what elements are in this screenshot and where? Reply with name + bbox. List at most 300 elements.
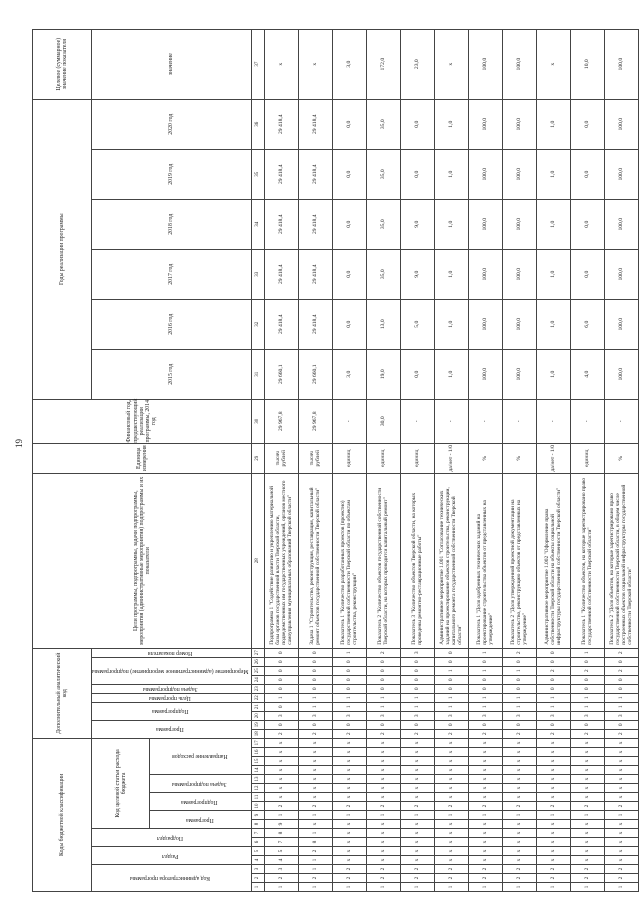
code-cell: 0 (604, 684, 638, 693)
target-value-header: значение (92, 29, 252, 99)
code-cell: 0 (536, 720, 570, 729)
code-cell: x (502, 757, 536, 766)
year-value-cell: 9,0 (400, 199, 434, 249)
code-cell: 1 (570, 811, 604, 820)
code-cell: 0 (434, 648, 468, 657)
year-value-cell: 29 418,4 (298, 99, 332, 149)
code-cell: x (536, 847, 570, 856)
year-value-cell: 0,0 (570, 199, 604, 249)
year-value-cell: 3,0 (332, 349, 366, 399)
table-row (264, 29, 298, 891)
code-cell: x (298, 766, 332, 775)
year-value-cell: 35,0 (366, 149, 400, 199)
code-cell: 0 (332, 720, 366, 729)
row-name-cell: Административное мероприятие 1.001 "Согласование технических заданий на проектирование объектов строительства, реконструкции, капитального ремонта государственной собственности Тверской области" (434, 473, 468, 648)
year-2016-header: 2016 год (92, 299, 252, 349)
code-cell: 2 (264, 729, 298, 738)
code-cell: x (604, 766, 638, 775)
tg-direction-header: Направление расходов (150, 738, 251, 774)
target-value-cell: x (298, 29, 332, 99)
code-cell: x (468, 757, 502, 766)
code-cell: x (434, 847, 468, 856)
column-number-cell: 20 (251, 711, 264, 720)
column-number-cell: 37 (251, 29, 264, 99)
year-2019-header: 2019 год (92, 149, 252, 199)
code-cell: 1 (434, 702, 468, 711)
column-number-cell: 10 (251, 802, 264, 811)
row-name-cell: Показатель 3 "Количество объектов Тверской области, на которых проведены ремонтно-реставрационные работы" (400, 473, 434, 648)
year-value-cell: 1,0 (536, 299, 570, 349)
code-cell: 0 (536, 657, 570, 666)
code-cell: x (502, 793, 536, 802)
table-row (366, 29, 400, 891)
row-name-cell: Задача 1 "Строительство, реконструкция, реставрация, капитальный ремонт объектов государственной собственности Тверской области" (298, 473, 332, 648)
year-value-cell: 29 418,4 (298, 149, 332, 199)
page-number: 19 (14, 439, 24, 448)
code-cell: 0 (434, 657, 468, 666)
code-cell: x (570, 856, 604, 865)
code-cell: x (604, 757, 638, 766)
year-value-cell: 29 418,4 (264, 99, 298, 149)
code-cell: x (298, 738, 332, 747)
code-cell: 1 (502, 693, 536, 702)
year-value-cell: 100,0 (604, 149, 638, 199)
code-cell: 1 (332, 883, 366, 892)
column-number-cell: 35 (251, 149, 264, 199)
an-goal-header: Цель программы (92, 693, 252, 702)
code-cell: x (604, 829, 638, 838)
code-cell: x (536, 757, 570, 766)
code-cell: 3 (536, 711, 570, 720)
name-header: Цели программы, подпрограммы, задачи подпрограммы, мероприятия (административные мероприятия) подпрограммы и их показатели (33, 473, 252, 648)
code-cell: 0 (536, 648, 570, 657)
year-value-cell: 6,0 (570, 299, 604, 349)
column-number-cell: 9 (251, 811, 264, 820)
code-cell: 2 (604, 874, 638, 883)
code-cell: 1 (434, 693, 468, 702)
rotated-table-wrapper (32, 30, 634, 892)
code-cell: 1 (468, 883, 502, 892)
year-value-cell: 100,0 (502, 199, 536, 249)
code-cell: 2 (604, 802, 638, 811)
code-cell: 2 (264, 802, 298, 811)
code-cell: x (434, 784, 468, 793)
code-cell: x (434, 793, 468, 802)
code-cell: 2 (570, 865, 604, 874)
admin-code-header: Код администратора программы (92, 865, 252, 892)
code-cell: x (366, 738, 400, 747)
row-name-cell: Подпрограмма 1 "Содействие развитию и укреплению материальной базы органов государственной власти Тверской области, подведомственных им государственных учреждений, органов местного самоуправления муниципальных образований Тверской области" (264, 473, 298, 648)
code-cell: x (570, 820, 604, 829)
column-number-cell: 17 (251, 738, 264, 747)
code-cell: x (468, 847, 502, 856)
code-cell: 0 (468, 657, 502, 666)
budget-codes-header: Коды бюджетной классификации (33, 738, 92, 891)
code-cell: 0 (400, 720, 434, 729)
year-value-cell: 0,0 (400, 149, 434, 199)
code-cell: 1 (434, 811, 468, 820)
code-cell: 1 (502, 702, 536, 711)
column-number-cell: 12 (251, 784, 264, 793)
fin-year-cell: - (570, 399, 604, 443)
code-cell: x (502, 784, 536, 793)
code-cell: x (298, 775, 332, 784)
code-cell: 2 (332, 802, 366, 811)
code-cell: 1 (502, 811, 536, 820)
code-cell: 2 (502, 874, 536, 883)
code-cell: 1 (570, 883, 604, 892)
code-cell: 0 (332, 675, 366, 684)
column-number-cell: 22 (251, 693, 264, 702)
code-cell: x (400, 784, 434, 793)
code-cell: 0 (468, 684, 502, 693)
code-cell: x (536, 856, 570, 865)
code-cell: x (604, 738, 638, 747)
table-row (570, 29, 604, 891)
column-number-cell: 29 (251, 443, 264, 473)
code-cell: 0 (502, 657, 536, 666)
year-value-cell: 1,0 (434, 99, 468, 149)
code-cell: 0 (604, 720, 638, 729)
code-cell: 1 (264, 693, 298, 702)
column-number-cell: 1 (251, 883, 264, 892)
code-cell: x (502, 838, 536, 847)
year-value-cell: 100,0 (604, 299, 638, 349)
column-number-cell: 2 (251, 874, 264, 883)
code-cell: x (502, 847, 536, 856)
code-cell: x (366, 856, 400, 865)
code-cell: 1 (298, 856, 332, 865)
year-value-cell: 100,0 (468, 149, 502, 199)
unit-cell: тысяч рублей (264, 443, 298, 473)
code-cell: x (400, 766, 434, 775)
code-cell: 0 (400, 675, 434, 684)
year-value-cell: 9,0 (400, 249, 434, 299)
code-cell: 1 (604, 811, 638, 820)
column-number-cell: 36 (251, 99, 264, 149)
year-value-cell: 100,0 (502, 349, 536, 399)
code-cell: x (332, 856, 366, 865)
code-cell: 3 (434, 711, 468, 720)
code-cell: x (570, 793, 604, 802)
code-cell: x (468, 784, 502, 793)
document-sheet (32, 30, 634, 892)
code-cell: x (264, 775, 298, 784)
code-cell: 1 (502, 666, 536, 675)
code-cell: 7 (264, 838, 298, 847)
code-cell: x (536, 829, 570, 838)
code-cell: x (604, 784, 638, 793)
code-cell: 2 (400, 802, 434, 811)
code-cell: x (298, 757, 332, 766)
code-cell: 2 (468, 729, 502, 738)
code-cell: 0 (400, 657, 434, 666)
code-cell: x (604, 838, 638, 847)
code-cell: x (264, 793, 298, 802)
year-value-cell: 100,0 (604, 199, 638, 249)
target-value-cell: 100,0 (468, 29, 502, 99)
code-cell: x (434, 838, 468, 847)
code-cell: 0 (502, 675, 536, 684)
column-number-cell: 11 (251, 793, 264, 802)
code-cell: 8 (264, 829, 298, 838)
year-value-cell: 29 418,4 (264, 199, 298, 249)
year-value-cell: 0,0 (570, 249, 604, 299)
code-cell: 1 (332, 693, 366, 702)
code-cell: x (570, 847, 604, 856)
row-name-cell: Показатель 1 "Количество объектов, на которые зарегистрировано право государственной собственности Тверской области" (570, 473, 604, 648)
code-cell: 2 (332, 865, 366, 874)
year-value-cell: 100,0 (468, 99, 502, 149)
code-cell: x (434, 775, 468, 784)
code-cell: 2 (604, 648, 638, 657)
code-cell: 0 (570, 657, 604, 666)
code-cell: 0 (298, 657, 332, 666)
code-cell: 1 (536, 883, 570, 892)
fin-year-cell: 30,0 (366, 399, 400, 443)
code-cell: 2 (536, 874, 570, 883)
year-value-cell: 100,0 (604, 249, 638, 299)
code-cell: x (332, 847, 366, 856)
code-cell: x (400, 738, 434, 747)
code-cell: x (298, 748, 332, 757)
code-cell: 3 (468, 711, 502, 720)
table-body (264, 29, 638, 891)
code-cell: 1 (366, 883, 400, 892)
code-cell: 1 (298, 702, 332, 711)
code-cell: 0 (264, 702, 298, 711)
target-value-cell: 23,0 (400, 29, 434, 99)
column-number-cell: 26 (251, 657, 264, 666)
code-cell: x (502, 820, 536, 829)
code-cell: 2 (604, 666, 638, 675)
row-name-cell: Показатель 1 "Количество разработанных проектов (проектно) государственной собственности Тверской области по объектам строительства, реконструкции" (332, 473, 366, 648)
year-value-cell: 100,0 (604, 349, 638, 399)
code-cell: 8 (298, 838, 332, 847)
code-cell: x (468, 766, 502, 775)
code-cell: x (502, 856, 536, 865)
code-cell: 0 (604, 675, 638, 684)
table-row (604, 29, 638, 891)
code-cell: x (366, 820, 400, 829)
code-cell: 1 (604, 702, 638, 711)
code-cell: 0 (366, 675, 400, 684)
year-value-cell: 100,0 (502, 249, 536, 299)
column-number-cell: 14 (251, 766, 264, 775)
year-value-cell: 1,0 (434, 199, 468, 249)
code-cell: x (332, 793, 366, 802)
year-value-cell: 100,0 (468, 349, 502, 399)
column-number-cell: 25 (251, 666, 264, 675)
code-cell: 1 (502, 883, 536, 892)
code-cell: 2 (400, 729, 434, 738)
code-cell: 0 (502, 684, 536, 693)
row-name-cell: Показатель 1 "Доля одобренных технических заданий на проектирование строительства объектов от представленных на утверждение" (468, 473, 502, 648)
code-cell: 1 (400, 811, 434, 820)
year-value-cell: 1,0 (434, 149, 468, 199)
year-value-cell: 35,0 (366, 199, 400, 249)
row-name-cell: Показатель 2 "Доля объектов, на которые зарегистрировано право государственной собственности Тверской области, в общем числе построенных объектов социальной инфраструктуры государственной собственности Тверской области" (604, 473, 638, 648)
code-cell: x (570, 838, 604, 847)
code-cell: 0 (264, 675, 298, 684)
year-value-cell: 1,0 (434, 349, 468, 399)
code-cell: 0 (332, 666, 366, 675)
code-cell: x (570, 766, 604, 775)
code-cell: 0 (366, 684, 400, 693)
code-cell: x (366, 766, 400, 775)
code-cell: 2 (332, 729, 366, 738)
target-group-header: Целевое (суммарное) значение показателя (33, 29, 92, 99)
year-2020-header: 2020 год (92, 99, 252, 149)
code-cell: x (468, 820, 502, 829)
code-cell: x (536, 775, 570, 784)
year-value-cell: 1,0 (536, 149, 570, 199)
code-cell: x (366, 775, 400, 784)
code-cell: 1 (332, 702, 366, 711)
code-cell: 1 (570, 702, 604, 711)
code-cell: 2 (298, 802, 332, 811)
code-cell: 2 (298, 874, 332, 883)
code-cell: x (264, 766, 298, 775)
code-cell: x (536, 766, 570, 775)
column-number-cell: 23 (251, 684, 264, 693)
column-number-cell: 34 (251, 199, 264, 249)
code-cell: x (400, 856, 434, 865)
unit-cell: да/нет - 1/0 (536, 443, 570, 473)
code-cell: x (536, 838, 570, 847)
code-cell: x (570, 748, 604, 757)
code-cell: x (536, 738, 570, 747)
code-cell: 2 (468, 802, 502, 811)
year-value-cell: 100,0 (468, 249, 502, 299)
code-cell: x (536, 793, 570, 802)
code-cell: x (604, 748, 638, 757)
column-number-cell: 18 (251, 729, 264, 738)
code-cell: x (468, 775, 502, 784)
target-value-cell: 3,0 (332, 29, 366, 99)
year-value-cell: 1,0 (536, 349, 570, 399)
code-cell: x (264, 738, 298, 747)
year-value-cell: 29 418,4 (264, 249, 298, 299)
column-number-cell: 33 (251, 249, 264, 299)
fin-year-cell: 29 967,8 (298, 399, 332, 443)
column-number-cell: 3 (251, 865, 264, 874)
column-number-cell: 24 (251, 675, 264, 684)
code-cell: 1 (400, 702, 434, 711)
program-table (32, 29, 639, 892)
code-cell: 0 (264, 657, 298, 666)
code-cell: x (468, 748, 502, 757)
code-cell: 0 (434, 675, 468, 684)
year-value-cell: 100,0 (468, 199, 502, 249)
unit-header: Единица измерения (33, 443, 252, 473)
code-cell: 1 (332, 648, 366, 657)
code-cell: 0 (468, 675, 502, 684)
unit-cell: % (502, 443, 536, 473)
year-value-cell: 100,0 (502, 299, 536, 349)
fin-year-cell: - (604, 399, 638, 443)
code-cell: x (604, 820, 638, 829)
code-cell: 5 (264, 847, 298, 856)
code-cell: 9 (264, 820, 298, 829)
code-cell: x (264, 784, 298, 793)
code-cell: 2 (604, 729, 638, 738)
code-cell: 2 (434, 874, 468, 883)
code-cell: x (468, 793, 502, 802)
year-value-cell: 0,0 (400, 349, 434, 399)
code-cell: 0 (536, 684, 570, 693)
year-value-cell: 1,0 (536, 249, 570, 299)
code-cell: x (502, 775, 536, 784)
code-cell: x (332, 820, 366, 829)
year-value-cell: 5,0 (400, 299, 434, 349)
code-cell: 1 (536, 693, 570, 702)
target-value-cell: x (536, 29, 570, 99)
year-value-cell: 0,0 (332, 99, 366, 149)
code-cell: x (400, 793, 434, 802)
code-cell: 2 (366, 648, 400, 657)
year-value-cell: 19,0 (366, 349, 400, 399)
code-cell: 1 (400, 883, 434, 892)
row-name-cell: Показатель 2 "Доля утвержденной проектной документации на строительство, реконструкцию объектов от представленных на утверждение" (502, 473, 536, 648)
code-cell: 2 (502, 729, 536, 738)
code-cell: 2 (570, 729, 604, 738)
target-value-cell: 100,0 (604, 29, 638, 99)
code-cell: 2 (264, 874, 298, 883)
table-row (332, 29, 366, 891)
code-cell: x (366, 829, 400, 838)
fin-year-cell: - (536, 399, 570, 443)
code-cell: 0 (332, 657, 366, 666)
code-cell: x (604, 793, 638, 802)
tg-subprogram-header: Подпрограмма (150, 793, 251, 811)
code-cell: 2 (468, 874, 502, 883)
year-value-cell: 35,0 (366, 249, 400, 299)
code-cell: x (366, 793, 400, 802)
an-task-header: Задача подпрограммы (92, 684, 252, 693)
code-cell: 2 (468, 865, 502, 874)
year-2017-header: 2017 год (92, 249, 252, 299)
column-number-cell: 32 (251, 299, 264, 349)
code-cell: x (570, 775, 604, 784)
code-cell: 0 (502, 720, 536, 729)
column-numbers-row (251, 29, 264, 891)
code-cell: x (366, 748, 400, 757)
fin-year-cell: - (434, 399, 468, 443)
column-number-cell: 15 (251, 757, 264, 766)
code-cell: x (366, 757, 400, 766)
code-cell: 2 (604, 865, 638, 874)
year-value-cell: 29 660,1 (298, 349, 332, 399)
code-cell: x (570, 829, 604, 838)
year-value-cell: 0,0 (332, 149, 366, 199)
table-row (468, 29, 502, 891)
unit-cell: % (468, 443, 502, 473)
code-cell: 3 (570, 711, 604, 720)
code-cell: 0 (298, 684, 332, 693)
year-value-cell: 29 660,1 (264, 349, 298, 399)
column-number-cell: 8 (251, 820, 264, 829)
year-value-cell: 29 418,4 (264, 299, 298, 349)
code-cell: 0 (604, 657, 638, 666)
table-row (400, 29, 434, 891)
code-cell: 0 (298, 666, 332, 675)
code-cell: x (604, 775, 638, 784)
code-cell: x (468, 829, 502, 838)
code-cell: 0 (366, 720, 400, 729)
unit-cell: % (604, 443, 638, 473)
code-cell: x (502, 738, 536, 747)
